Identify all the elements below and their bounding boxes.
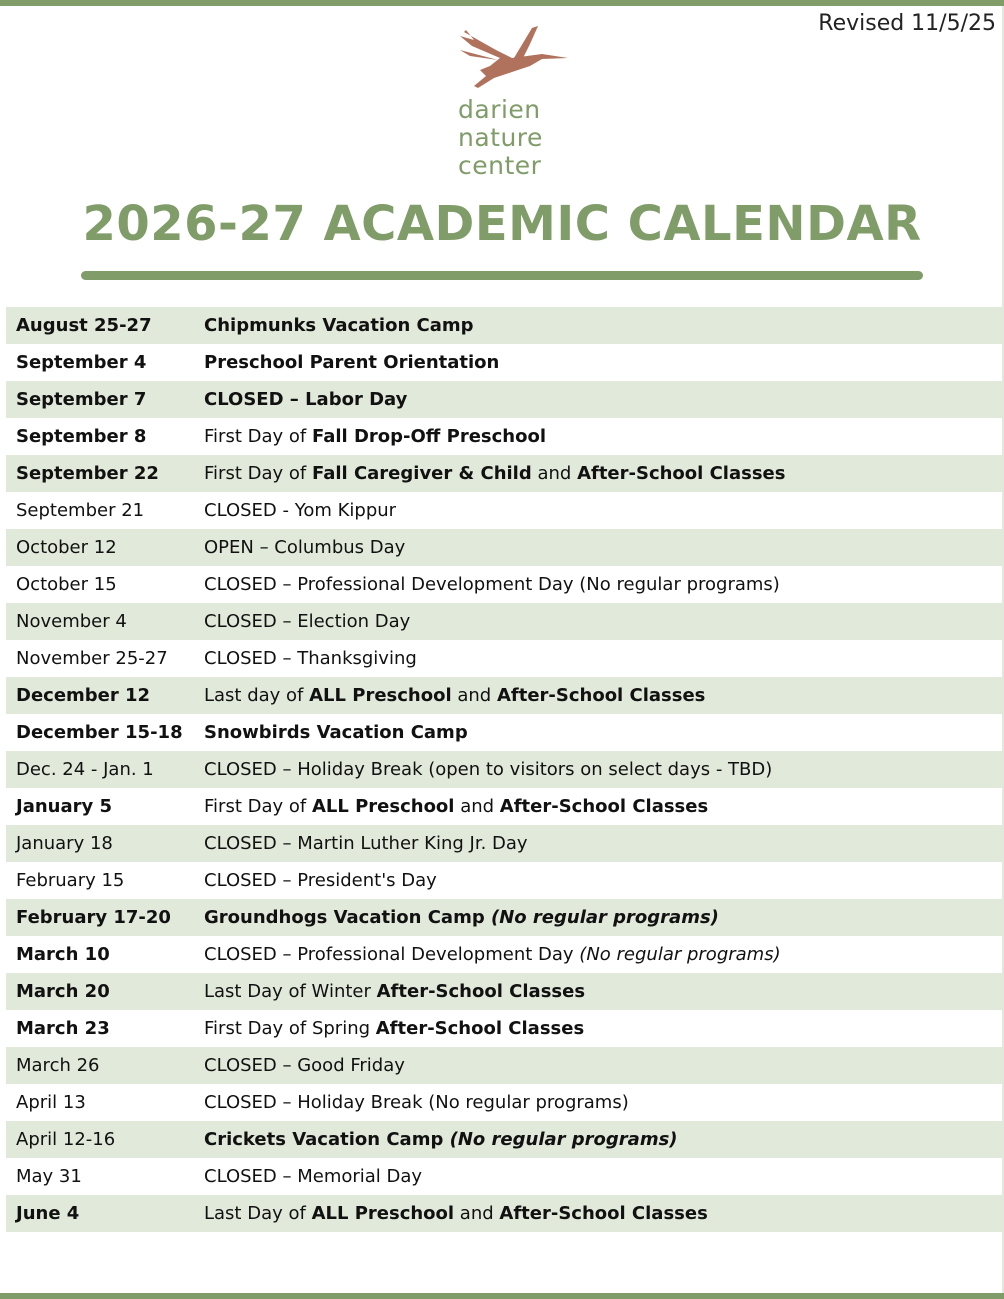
row-event: [204, 870, 1002, 891]
row-event: [204, 1166, 1002, 1187]
table-row: [6, 307, 1002, 344]
event-text: CLOSED – Good Friday: [204, 1055, 405, 1076]
row-date: August 25-27: [16, 315, 152, 336]
row-date: September 7: [16, 389, 147, 410]
table-row: [6, 751, 1002, 788]
row-date: March 23: [16, 1018, 110, 1039]
event-text: CLOSED - Yom Kippur: [204, 500, 397, 521]
event-text: (No regular programs): [490, 907, 719, 928]
revised-date: Revised 11/5/25: [818, 11, 996, 36]
row-date: November 4: [16, 611, 127, 632]
event-text: CLOSED – Professional Development Day: [204, 944, 580, 965]
event-text: Fall Caregiver & Child: [311, 463, 532, 484]
event-text: Preschool Parent Orientation: [204, 352, 500, 373]
row-event: [204, 907, 1002, 928]
row-event: [204, 1018, 1002, 1039]
event-text: First Day of Spring: [204, 1018, 376, 1039]
row-event: [204, 500, 1002, 521]
table-row: [6, 566, 1002, 603]
row-event: [204, 648, 1002, 669]
event-text: and: [454, 796, 500, 817]
row-event: [204, 611, 1002, 632]
event-text: and: [451, 685, 497, 706]
event-text: (No regular programs): [449, 1129, 678, 1150]
table-row: [6, 603, 1002, 640]
table-row: [6, 862, 1002, 899]
row-date: March 20: [16, 981, 110, 1002]
row-event: [204, 1092, 1002, 1113]
row-event: [204, 315, 1002, 336]
row-event: [204, 981, 1002, 1002]
logo-word-2: nature: [458, 123, 543, 152]
event-text: (No regular programs): [579, 944, 781, 965]
table-row: [6, 788, 1002, 825]
row-date: October 12: [16, 537, 117, 558]
row-event: [204, 1055, 1002, 1076]
event-text: CLOSED – Martin Luther King Jr. Day: [204, 833, 528, 854]
event-text: CLOSED – Memorial Day: [204, 1166, 423, 1187]
event-text: After-School Classes: [375, 1018, 585, 1039]
event-text: CLOSED – President's Day: [204, 870, 437, 891]
table-row: [6, 825, 1002, 862]
table-row: [6, 1195, 1002, 1232]
row-event: [204, 1203, 1002, 1224]
row-event: [204, 1129, 1002, 1150]
logo-word-1: darien: [458, 95, 541, 124]
event-text: After-School Classes: [577, 463, 786, 484]
event-text: Last Day of Winter: [204, 981, 377, 1002]
row-date: February 15: [16, 870, 125, 891]
event-text: After-School Classes: [376, 981, 586, 1002]
event-text: CLOSED – Holiday Break (open to visitors on select days - TBD): [204, 759, 773, 780]
table-row: [6, 640, 1002, 677]
row-date: March 10: [16, 944, 110, 965]
row-date: March 26: [16, 1055, 100, 1076]
row-date: January 18: [16, 833, 113, 854]
row-event: [204, 796, 1002, 817]
table-row: [6, 492, 1002, 529]
table-row: [6, 1047, 1002, 1084]
page-title: 2026-27 ACADEMIC CALENDAR: [82, 196, 922, 252]
row-date: April 12-16: [16, 1129, 116, 1150]
row-date: May 31: [16, 1166, 82, 1187]
table-row: [6, 936, 1002, 973]
table-row: [6, 455, 1002, 492]
event-text: CLOSED – Election Day: [204, 611, 411, 632]
event-text: OPEN – Columbus Day: [204, 537, 406, 558]
title-underline: [81, 271, 923, 280]
row-event: [204, 574, 1002, 595]
row-date: December 12: [16, 685, 151, 706]
event-text: First Day of: [204, 463, 312, 484]
event-text: CLOSED – Thanksgiving: [204, 648, 417, 669]
row-date: November 25-27: [16, 648, 168, 669]
row-date: September 21: [16, 500, 145, 521]
table-row: [6, 1158, 1002, 1195]
event-text: Snowbirds Vacation Camp: [204, 722, 468, 743]
event-text: CLOSED – Labor Day: [204, 389, 408, 410]
row-date: April 13: [16, 1092, 86, 1113]
table-row: [6, 344, 1002, 381]
logo: [452, 24, 572, 184]
calendar-table: [6, 307, 1002, 1232]
row-date: September 4: [16, 352, 147, 373]
event-text: After-School Classes: [496, 685, 706, 706]
row-event: [204, 759, 1002, 780]
row-event: [204, 389, 1002, 410]
table-row: [6, 973, 1002, 1010]
table-row: [6, 381, 1002, 418]
event-text: ALL Preschool: [311, 796, 455, 817]
row-date: June 4: [16, 1203, 80, 1224]
row-date: September 22: [16, 463, 159, 484]
event-text: Last day of: [204, 685, 310, 706]
event-text: CLOSED – Holiday Break (No regular programs): [204, 1092, 629, 1113]
row-event: [204, 685, 1002, 706]
row-date: January 5: [16, 796, 113, 817]
top-border: [0, 0, 1004, 6]
event-text: and: [531, 463, 578, 484]
row-event: [204, 352, 1002, 373]
bottom-border: [0, 1293, 1004, 1299]
table-row: [6, 529, 1002, 566]
row-event: [204, 833, 1002, 854]
table-row: [6, 1084, 1002, 1121]
row-date: February 17-20: [16, 907, 171, 928]
event-text: After-School Classes: [499, 1203, 708, 1224]
heron-icon: [456, 24, 568, 92]
table-row: [6, 1121, 1002, 1158]
event-text: ALL Preschool: [309, 685, 452, 706]
table-row: [6, 899, 1002, 936]
row-event: [204, 463, 1002, 484]
row-date: Dec. 24 - Jan. 1: [16, 759, 154, 780]
row-event: [204, 944, 1002, 965]
table-row: [6, 418, 1002, 455]
logo-word-3: center: [458, 151, 542, 180]
event-text: First Day of: [204, 426, 312, 447]
event-text: and: [454, 1203, 500, 1224]
event-text: Fall Drop-Off Preschool: [311, 426, 547, 447]
table-row: [6, 677, 1002, 714]
row-date: December 15-18: [16, 722, 183, 743]
event-text: Last Day of: [204, 1203, 312, 1224]
row-event: [204, 537, 1002, 558]
row-event: [204, 426, 1002, 447]
row-event: [204, 722, 1002, 743]
table-row: [6, 1010, 1002, 1047]
event-text: After-School Classes: [499, 796, 709, 817]
event-text: First Day of: [204, 796, 312, 817]
event-text: Groundhogs Vacation Camp: [204, 907, 491, 928]
event-text: Chipmunks Vacation Camp: [204, 315, 474, 336]
row-date: October 15: [16, 574, 117, 595]
table-row: [6, 714, 1002, 751]
event-text: CLOSED – Professional Development Day (No regular programs): [204, 574, 780, 595]
event-text: Crickets Vacation Camp: [204, 1129, 450, 1150]
event-text: ALL Preschool: [311, 1203, 455, 1224]
row-date: September 8: [16, 426, 147, 447]
